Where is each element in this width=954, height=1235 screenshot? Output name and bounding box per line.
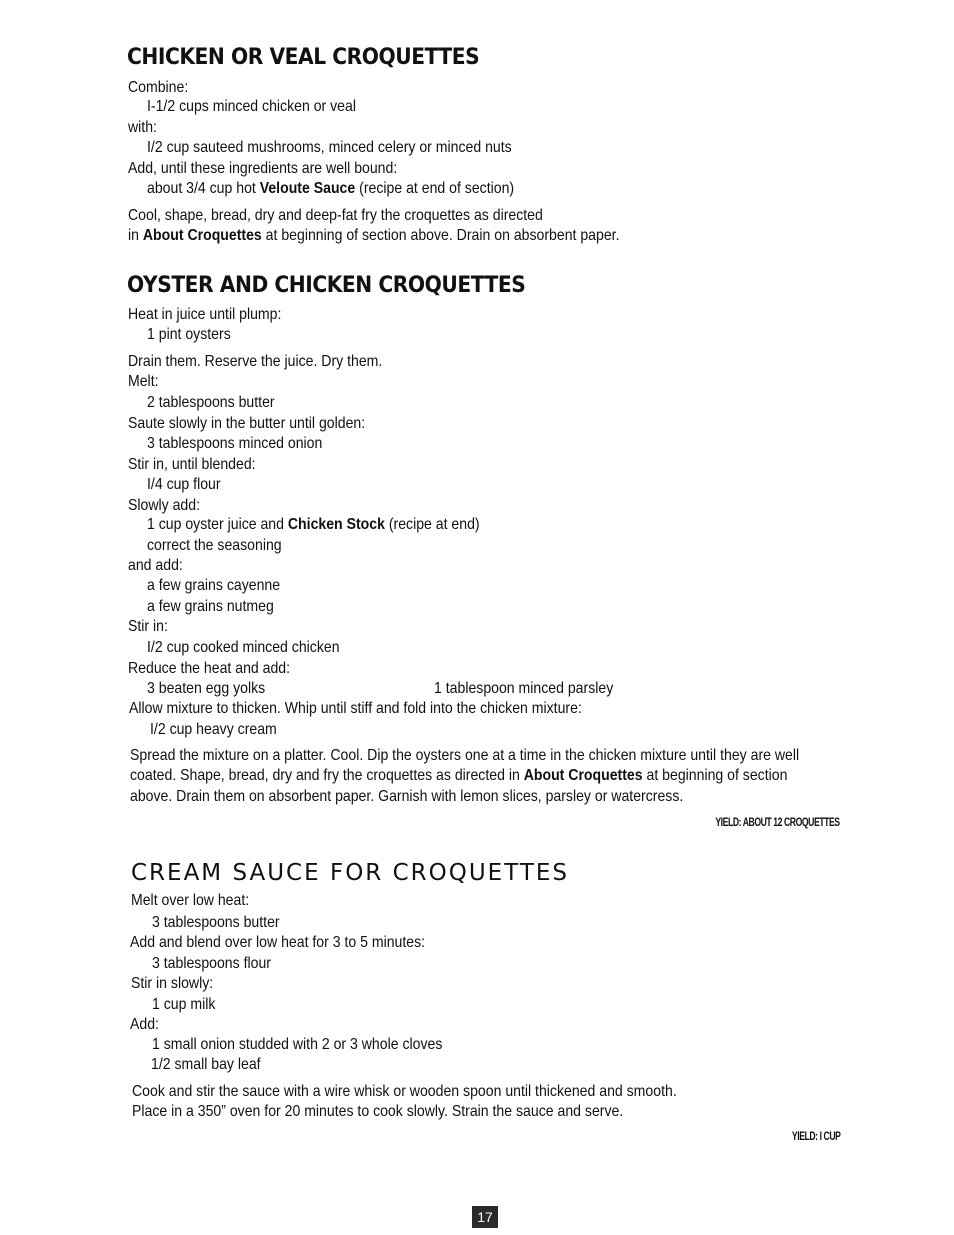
recipe-reference: Veloute Sauce <box>259 180 356 197</box>
text-segment: in <box>128 227 143 244</box>
ingredient-line: correct the seasoning <box>147 537 282 554</box>
ingredient-line: 3 tablespoons flour <box>152 955 271 972</box>
instruction-line: Saute slowly in the butter until golden: <box>128 415 366 432</box>
ingredient-line: 3 tablespoons butter <box>152 914 280 931</box>
ingredient-line: 1 tablespoon minced parsley <box>434 680 614 697</box>
recipe-yield: YIELD: ABOUT 12 CROQUETTES <box>715 815 840 829</box>
ingredient-line: 1 small onion studded with 2 or 3 whole cloves <box>152 1036 443 1053</box>
instruction-line: Spread the mixture on a platter. Cool. Dip the oysters one at a time in the chicken mixture until they are well <box>130 747 800 764</box>
text-segment: coated. Shape, bread, dry and fry the croquettes as directed in <box>130 767 524 784</box>
instruction-line: Allow mixture to thicken. Whip until stiff and fold into the chicken mixture: <box>129 700 582 717</box>
recipe-reference: About Croquettes <box>523 767 643 784</box>
instruction-line: Combine: <box>128 79 189 96</box>
instruction-line: Add, until these ingredients are well bound: <box>128 160 398 177</box>
instruction-line: Place in a 350” oven for 20 minutes to cook slowly. Strain the sauce and serve. <box>132 1103 624 1120</box>
instruction-line: Drain them. Reserve the juice. Dry them. <box>128 353 383 370</box>
ingredient-line: I/2 cup heavy cream <box>150 721 277 738</box>
ingredient-line <box>147 515 480 535</box>
instruction-line: Melt over low heat: <box>131 892 250 909</box>
ingredient-line: I/2 cup cooked minced chicken <box>147 639 340 656</box>
instruction-line: with: <box>128 119 157 136</box>
ingredient-line: 1 pint oysters <box>147 326 231 343</box>
instruction-line: and add: <box>128 557 183 574</box>
text-segment: at beginning of section <box>642 767 788 784</box>
instruction-line: Add and blend over low heat for 3 to 5 minutes: <box>130 934 426 951</box>
instruction-line: Heat in juice until plump: <box>128 306 282 323</box>
instruction-line: Stir in slowly: <box>131 975 214 992</box>
recipe-title-oyster-chicken: OYSTER AND CHICKEN CROQUETTES <box>127 273 526 298</box>
recipe-title-cream-sauce: CREAM SAUCE FOR CROQUETTES <box>131 860 570 886</box>
instruction-line: above. Drain them on absorbent paper. Garnish with lemon slices, parsley or watercress. <box>130 788 684 805</box>
recipe-title-chicken-veal: CHICKEN OR VEAL CROQUETTES <box>127 45 480 70</box>
ingredient-line: 1 cup milk <box>152 996 216 1013</box>
ingredient-line: I/2 cup sauteed mushrooms, minced celery or minced nuts <box>147 139 512 156</box>
text-segment: at beginning of section above. Drain on absorbent paper. <box>261 227 620 244</box>
ingredient-line <box>147 179 514 199</box>
ingredient-line: 3 tablespoons minced onion <box>147 435 323 452</box>
text-segment: 1 cup oyster juice and <box>147 516 288 533</box>
instruction-line: Melt: <box>128 373 159 390</box>
instruction-line: Cook and stir the sauce with a wire whisk or wooden spoon until thickened and smooth. <box>132 1083 677 1100</box>
instruction-line: Stir in, until blended: <box>128 456 256 473</box>
instruction-line: Slowly add: <box>128 497 201 514</box>
ingredient-line: I-1/2 cups minced chicken or veal <box>147 98 356 115</box>
text-segment: (recipe at end) <box>384 516 480 533</box>
ingredient-line: a few grains cayenne <box>147 577 281 594</box>
text-segment: about 3/4 cup hot <box>147 180 260 197</box>
instruction-line: Cool, shape, bread, dry and deep-fat fry the croquettes as directed <box>128 207 543 224</box>
ingredient-line: 3 beaten egg yolks <box>147 680 266 697</box>
instruction-line: Reduce the heat and add: <box>128 660 291 677</box>
recipe-reference: About Croquettes <box>142 227 262 244</box>
instruction-line: Stir in: <box>128 618 168 635</box>
page-number-badge: 17 <box>472 1206 498 1228</box>
ingredient-line: I/4 cup flour <box>147 476 221 493</box>
instruction-line <box>130 766 787 786</box>
instruction-line: Add: <box>130 1016 159 1033</box>
ingredient-line: a few grains nutmeg <box>147 598 274 615</box>
ingredient-line: 1/2 small bay leaf <box>151 1056 261 1073</box>
text-segment: (recipe at end of section) <box>355 180 515 197</box>
recipe-reference: Chicken Stock <box>287 516 385 533</box>
instruction-line <box>128 226 620 246</box>
ingredient-line: 2 tablespoons butter <box>147 394 275 411</box>
recipe-yield: YIELD: I CUP <box>791 1129 840 1143</box>
